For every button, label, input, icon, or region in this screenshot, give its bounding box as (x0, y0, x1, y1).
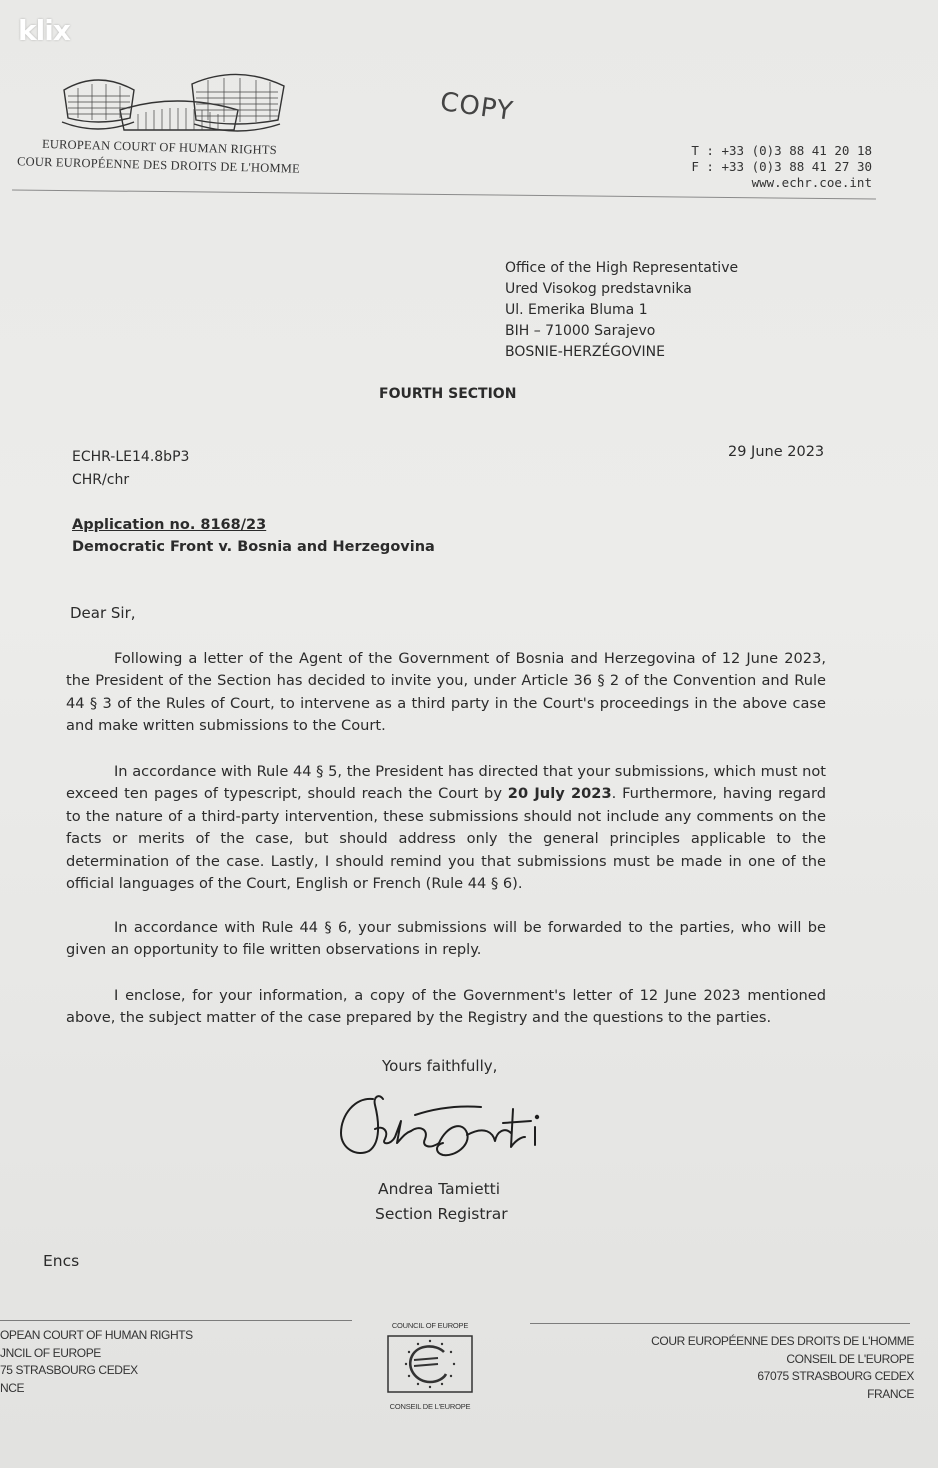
logo-caption-top: COUNCIL OF EUROPE (391, 1321, 469, 1330)
copy-stamp: COPY (438, 87, 516, 127)
signer-name: Andrea Tamietti (378, 1180, 501, 1198)
footer-line: JNCIL OF EUROPE (0, 1345, 101, 1360)
reference-initials: CHR/chr (72, 472, 130, 488)
recipient-line: Ul. Emerika Bluma 1 (505, 302, 648, 318)
paragraph-text: In accordance with Rule 44 § 5, the President has directed that your submissions, which must not exceed ten pages of typescript, should reach the Court by (66, 763, 826, 803)
recipient-line: Ured Visokog predstavnika (505, 281, 692, 297)
section-title: FOURTH SECTION (379, 386, 517, 402)
closing: Yours faithfully, (382, 1057, 498, 1075)
court-name-english: EUROPEAN COURT OF HUMAN RIGHTS (41, 136, 278, 158)
council-of-europe-logo (384, 1321, 476, 1411)
footer-line: COUR EUROPÉENNE DES DROITS DE L'HOMME (651, 1334, 914, 1348)
footer-line: FRANCE (867, 1386, 914, 1401)
letterhead-divider (12, 189, 876, 199)
recipient-line: Office of the High Representative (505, 260, 739, 276)
body-paragraph-3: In accordance with Rule 44 § 6, your submissions will be forwarded to the parties, who will be given an opportunity to file written observations in reply. (66, 919, 826, 959)
enclosures-note: Encs (43, 1252, 80, 1270)
footer-address-french (651, 1333, 914, 1403)
handwritten-signature (335, 1085, 550, 1170)
body-paragraph-1: Following a letter of the Agent of the Government of Bosnia and Herzegovina of 12 June 2023, the President of the Section has decided to invite you, under Article 36 § 2 of the Convention and Rule 44 § 3 of the Rules of Court, to intervene as a third party in the Court's proceedings in the above case and make written submissions to the Court. (66, 650, 826, 735)
logo-caption-bottom: CONSEIL DE L'EUROPE (389, 1402, 471, 1411)
deadline-date: 20 July 2023 (507, 785, 612, 803)
footer-line: 67075 STRASBOURG CEDEX (757, 1369, 914, 1383)
klix-watermark: klix (18, 14, 70, 47)
application-number: Application no. 8168/23 (72, 517, 267, 533)
salutation: Dear Sir, (70, 604, 136, 622)
footer-line: NCE (0, 1380, 25, 1395)
council-of-europe-emblem-icon (384, 1330, 476, 1398)
fax-number: F : +33 (0)3 88 41 27 30 (691, 159, 872, 174)
footer-line: 75 STRASBOURG CEDEX (0, 1363, 138, 1377)
paragraph-text: . Furthermore, having regard to the nature of a third-party intervention, these submissions should not include any comments on the facts or merits of the case, but should address only the general principles applicable to the determination of the case. Lastly, I should remind you that submissions must be made in one of the official languages of the Court, English or French (Rule 44 § 6). (66, 785, 826, 893)
footer-divider-right (530, 1323, 910, 1324)
phone-number: T : +33 (0)3 88 41 20 18 (691, 143, 872, 158)
echr-building-logo (58, 66, 288, 140)
body-paragraph-2 (66, 761, 826, 895)
footer-line: OPEAN COURT OF HUMAN RIGHTS (0, 1328, 193, 1342)
footer-line: CONSEIL DE L'EUROPE (786, 1351, 914, 1366)
reference-code: ECHR-LE14.8bP3 (72, 449, 190, 465)
body-paragraph-4: I enclose, for your information, a copy of the Government's letter of 12 June 2023 mentioned above, the subject matter of the case prepared by the Registry and the questions to the parties. (66, 987, 826, 1027)
recipient-line: BOSNIE-HERZÉGOVINE (505, 344, 665, 360)
website: www.echr.coe.int (751, 175, 872, 190)
footer-divider-left (0, 1320, 352, 1321)
footer-address-english (0, 1327, 193, 1397)
recipient-line: BIH – 71000 Sarajevo (505, 323, 656, 339)
letter-date: 29 June 2023 (728, 444, 825, 460)
signer-title: Section Registrar (375, 1205, 508, 1223)
court-name-french: COUR EUROPÉENNE DES DROITS DE L'HOMME (16, 154, 301, 176)
application-title: Democratic Front v. Bosnia and Herzegovina (72, 539, 435, 555)
